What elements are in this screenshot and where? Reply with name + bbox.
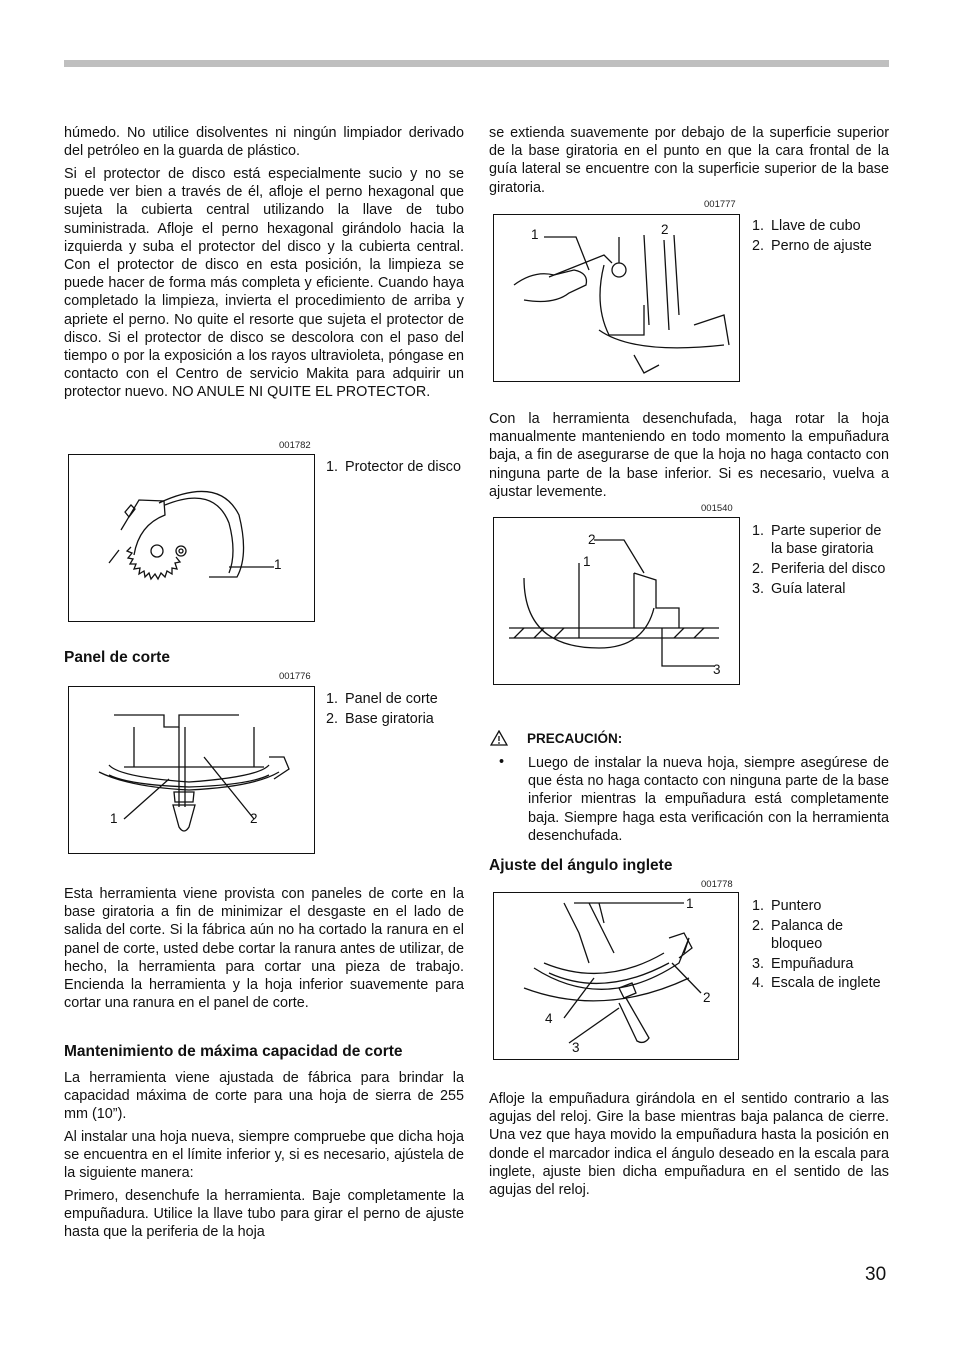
figure-code: 001540 <box>701 503 733 514</box>
legend-socket-wrench <box>752 217 892 256</box>
figure-code: 001776 <box>279 671 311 682</box>
figure-code: 001782 <box>279 440 311 451</box>
blade-guard-illustration <box>69 455 316 623</box>
paragraph-nueva-hoja: Al instalar una hoja nueva, siempre compruebe que dicha hoja se encuentra en el límite inferior y, si es necesario, ajústela de la siguiente manera: <box>64 1129 464 1182</box>
figure-blade-guard <box>68 454 315 622</box>
heading-maxima-capacidad: Mantenimiento de máxima capacidad de corte <box>64 1043 403 1060</box>
miter-scale-illustration <box>494 893 740 1061</box>
callout-1: 1 <box>274 557 282 572</box>
paragraph-se-extienda: se extienda suavemente por debajo de la superficie superior de la base giratoria en el punto en que la cara frontal de la guía lateral se encuentre con la superficie superior de la base giratoria. <box>489 125 889 196</box>
paragraph-rotar-hoja: Con la herramienta desenchufada, haga rotar la hoja manualmente manteniendo en todo momento la empuñadura baja, a fin de asegurarse de que la hoja no haga contacto con ninguna parte de la base inferior. Si es necesario, vuelva a ajustar levemente. <box>489 411 889 500</box>
caution-text: Luego de instalar la nueva hoja, siempre asegúrese de que ésta no haga contacto con ninguna parte de la base inferior mientras la empuñadura está completamente baja. Siempre haga esta verificación con la herramienta desenchufada. <box>528 755 889 844</box>
callout-2: 2 <box>250 811 258 826</box>
legend-item: 4. Escala de inglete <box>752 975 881 992</box>
callout-1: 1 <box>110 811 118 826</box>
callout-2: 2 <box>661 222 669 237</box>
bullet-dot: • <box>499 754 505 770</box>
figure-code: 001778 <box>701 879 733 890</box>
legend-item: 2. Palanca de bloqueo <box>752 917 844 952</box>
paragraph-kerf-board: Esta herramienta viene provista con paneles de corte en la base giratoria a fin de minimizar el desgaste en el lado de salida del corte. Si la fábrica aún no ha cortado la ranura en el panel de corte, usted debe cortar la ranura antes de utilizar, de hecho, la herramienta para cortar una pieza de trabajo. Encienda la herramienta y la hoja inferior suavemente para cortar una ranura en el panel de corte. <box>64 886 464 1012</box>
header-rule <box>64 60 889 67</box>
callout-4: 4 <box>545 1011 553 1026</box>
blade-periphery-illustration <box>494 518 741 686</box>
callout-3: 3 <box>572 1040 580 1055</box>
figure-blade-periphery <box>493 517 740 685</box>
callout-1: 1 <box>686 896 694 911</box>
page-number: 30 <box>865 1264 887 1285</box>
figure-kerf-board <box>68 686 315 854</box>
callout-3: 3 <box>713 662 721 677</box>
legend-item: 1. Llave de cubo <box>752 218 861 234</box>
heading-panel-de-corte: Panel de corte <box>64 649 170 666</box>
paragraph-afloje: Afloje la empuñadura girándola en el sentido contrario a las agujas del reloj. Gire la base mientras baja palanca de cierre. Una vez que haya movido la empuñadura hasta la posición en donde el marcador indica el ángulo deseado en la escala para inglete, ajuste bien dicha empuñadura en el sentido de las agujas del reloj. <box>489 1091 889 1199</box>
legend-item: 1. Parte superior de la base giratoria <box>752 523 882 558</box>
legend-blade-periphery <box>752 522 892 599</box>
legend-blade-guard <box>326 458 466 478</box>
legend-kerf-board <box>326 690 466 729</box>
legend-item: 2. Perno de ajuste <box>752 237 872 254</box>
kerf-board-illustration <box>69 687 316 855</box>
callout-2: 2 <box>588 532 596 547</box>
figure-code: 001777 <box>704 199 736 210</box>
callout-2: 2 <box>703 990 711 1005</box>
paragraph-capacidad: La herramienta viene ajustada de fábrica para brindar la capacidad máxima de corte para una hoja de sierra de 255 mm (10”). <box>64 1070 464 1123</box>
legend-item: 2. Base giratoria <box>326 710 434 727</box>
paragraph-primero: Primero, desenchufe la herramienta. Baje completamente la empuñadura. Utilice la llave tubo para girar el perno de ajuste hasta que la periferia de la hoja <box>64 1188 464 1241</box>
legend-miter-scale <box>752 897 892 994</box>
legend-item: 3. Empuñadura <box>752 955 854 972</box>
legend-item: 3. Guía lateral <box>752 580 846 597</box>
figure-socket-wrench <box>493 214 740 382</box>
legend-item: 2. Periferia del disco <box>752 560 886 577</box>
caution-title: PRECAUCIÓN: <box>527 731 623 746</box>
heading-angulo-inglete: Ajuste del ángulo inglete <box>489 857 673 874</box>
legend-item: 1. Panel de corte <box>326 691 438 707</box>
legend-item: 1. Protector de disco <box>326 459 461 475</box>
paragraph-protector-sucio: Si el protector de disco está especialmente sucio y no se puede ver bien a través de él, afloje el perno hexagonal que sujeta la cubierta central utilizando la llave de tubo suministrada. Afloje el perno hexagonal girándolo hacia la izquierda y suba el protector del disco y la cubierta central. Con el protector de disco en esta posición, la limpieza se puede hacer de forma más completa y eficiente. Cuando haya completado la limpieza, invierta el procedimiento de arriba y apriete el perno. No quite el resorte que sujeta el protector de disco. Si el protector de disco se descolora con el paso del tiempo o por la exposición a los rayos ultravioleta, póngase en contacto con el Centro de servicio Makita para adquirir un protector nuevo. NO ANULE NI QUITE EL PROTECTOR. <box>64 166 464 401</box>
figure-miter-scale <box>493 892 739 1060</box>
legend-item: 1. Puntero <box>752 898 822 914</box>
paragraph-humedo: húmedo. No utilice disolventes ni ningún limpiador derivado del petróleo en la guarda de plástico. <box>64 125 464 160</box>
warning-icon <box>490 730 508 746</box>
callout-1: 1 <box>583 554 591 569</box>
callout-1: 1 <box>531 227 539 242</box>
